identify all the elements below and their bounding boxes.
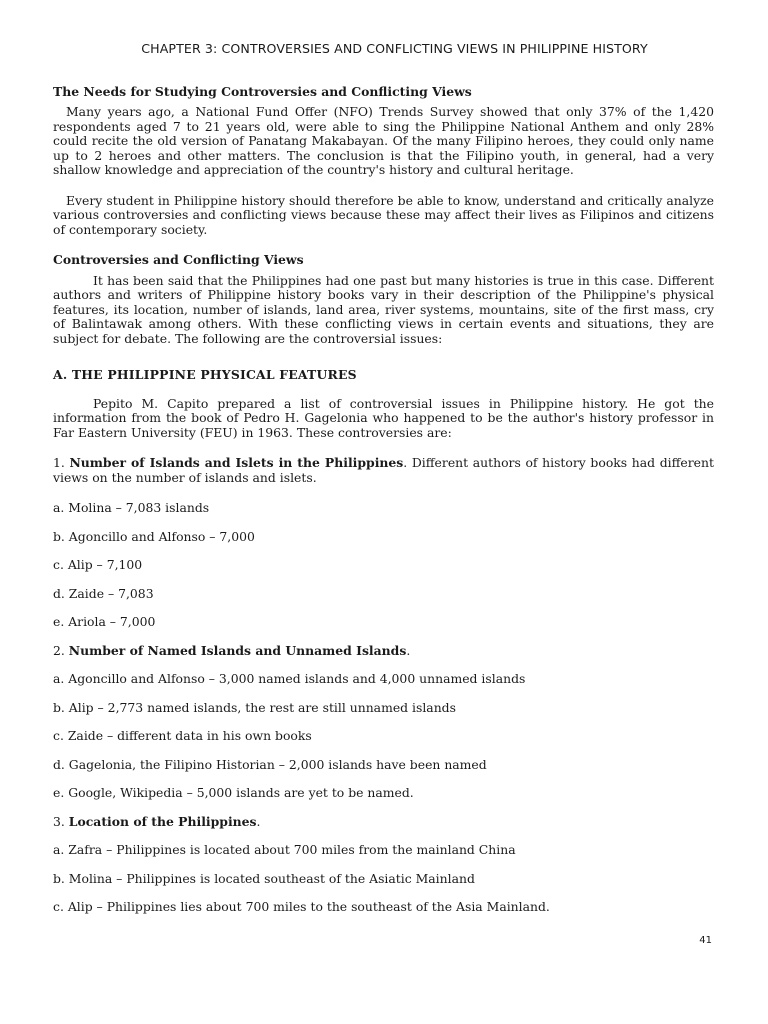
section-heading-controversies: Controversies and Conflicting Views — [53, 252, 304, 267]
list-item: e. Google, Wikipedia – 5,000 islands are yet to be named. — [53, 785, 414, 800]
item-number: 3. — [53, 813, 65, 829]
list-item: a. Zafra – Philippines is located about 700 miles from the mainland China — [53, 842, 516, 857]
list-item: c. Alip – 7,100 — [53, 557, 143, 572]
item-islands-heading — [53, 456, 714, 485]
list-item: d. Gagelonia, the Filipino Historian – 2,000 islands have been named — [53, 756, 487, 772]
item-location-heading — [53, 815, 714, 830]
item-number: 1. — [53, 455, 65, 470]
item-desc: . — [406, 642, 411, 658]
page-number: 41 — [699, 935, 712, 946]
paragraph-survey: Many years ago, a National Fund Offer (NFO) Trends Survey showed that only 37% of the 1,420 respondents aged 7 to 21 years old, were able to sing the Philippine National Anthem and only 28% could recite the old version of Panatang Makabayan. Of the many Filipino heroes, they could only name up to 2 heroes and other matters. The conclusion is that the Filipino youth, in general, had a very shallow knowledge and appreciation of the country's history and cultural heritage. — [53, 104, 714, 177]
list-item: b. Molina – Philippines is located southeast of the Asiatic Mainland — [53, 870, 475, 886]
paragraph-histories: It has been said that the Philippines had one past but many histories is true in this case. Different authors and writers of Philippine history books vary in their description of the Philippine's physical features, its location, number of islands, land area, river systems, mountains, site of the first mass, cry of Balintawak among others. With these conflicting views in certain events and situations, they are subject for debate. The following are the controversial issues: — [53, 272, 714, 346]
item-title: Number of Islands and Islets in the Philippines — [69, 455, 404, 470]
list-item: b. Alip – 2,773 named islands, the rest are still unnamed islands — [53, 699, 456, 715]
paragraph-students: Every student in Philippine history should therefore be able to know, understand and critically analyze various controversies and conflicting views because these may affect their lives as Filipinos and citizens of contemporary society. — [53, 192, 714, 237]
item-named-islands-heading — [53, 644, 714, 659]
list-item: c. Zaide – different data in his own books — [53, 728, 312, 743]
item-number: 2. — [53, 642, 65, 658]
item-title: Location of the Philippines — [68, 813, 257, 829]
list-item: a. Agoncillo and Alfonso – 3,000 named islands and 4,000 unnamed islands — [53, 671, 526, 686]
list-item: d. Zaide – 7,083 — [53, 585, 154, 601]
list-item: a. Molina – 7,083 islands — [53, 500, 210, 515]
section-a-heading: A. THE PHILIPPINE PHYSICAL FEATURES — [53, 367, 357, 382]
paragraph-capito: Pepito M. Capito prepared a list of controversial issues in Philippine history. He got the information from the book of Pedro H. Gagelonia who happened to be the author's history professor in Far Eastern University (FEU) in 1963. These controversies are: — [53, 395, 714, 440]
list-item: b. Agoncillo and Alfonso – 7,000 — [53, 528, 255, 544]
item-desc: . Different authors of history books had different views on the number of islands and islets. — [53, 455, 714, 485]
chapter-title: CHAPTER 3: CONTROVERSIES AND CONFLICTING VIEWS IN PHILIPPINE HISTORY — [141, 41, 648, 56]
item-desc: . — [256, 813, 261, 829]
document-page — [53, 42, 714, 929]
section-heading-needs: The Needs for Studying Controversies and Conflicting Views — [53, 83, 472, 99]
item-title: Number of Named Islands and Unnamed Islands — [68, 642, 407, 658]
list-item: c. Alip – Philippines lies about 700 miles to the southeast of the Asia Mainland. — [53, 899, 550, 914]
list-item: e. Ariola – 7,000 — [53, 614, 156, 629]
